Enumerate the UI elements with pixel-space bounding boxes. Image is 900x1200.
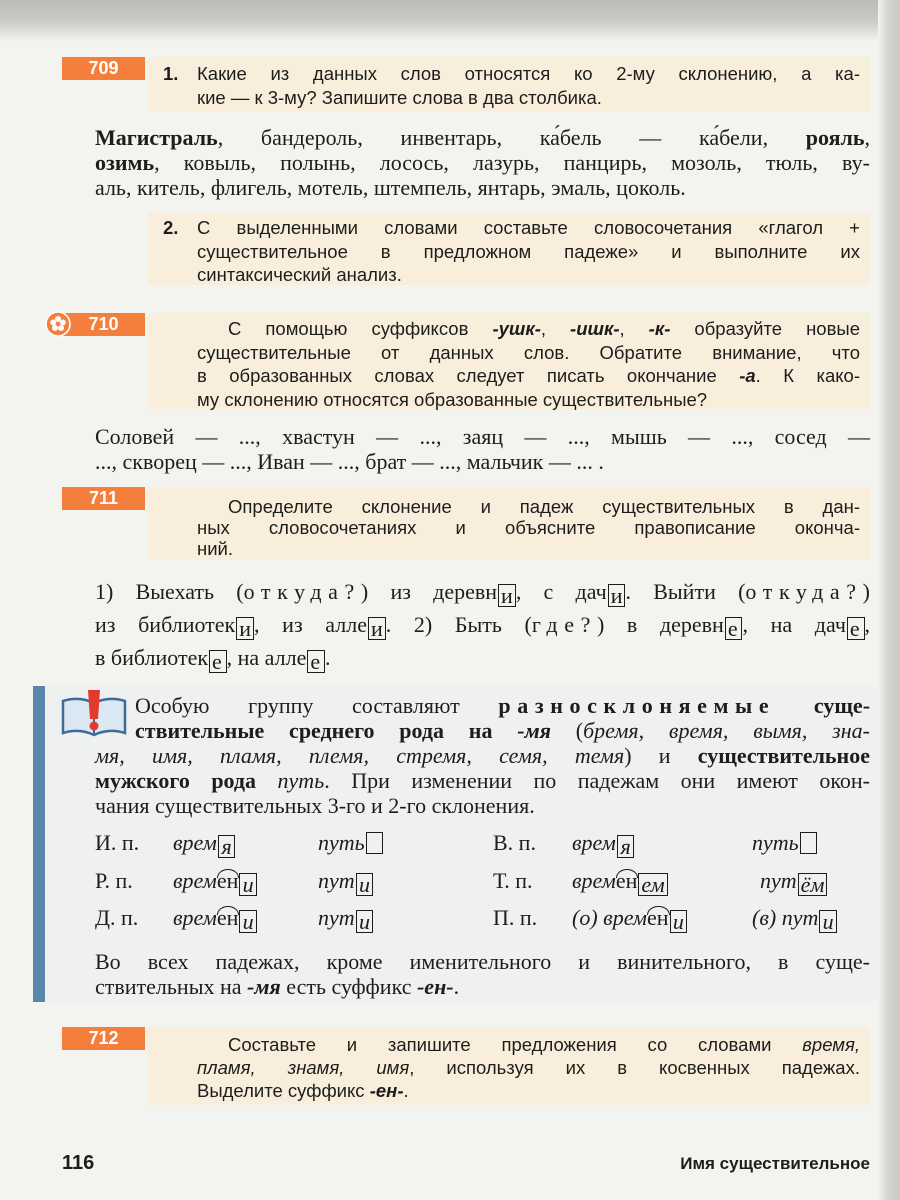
bold-italic-text: -ушк- — [492, 318, 541, 339]
text-run: . — [324, 645, 331, 670]
case-form-put — [318, 903, 373, 933]
text-line — [95, 949, 870, 974]
italic-text: время, — [802, 1034, 860, 1055]
text-line — [95, 125, 870, 150]
bold-text: существительное — [697, 743, 870, 768]
spaced-text: откуда? — [243, 579, 361, 604]
text-run: ) и — [624, 743, 698, 768]
italic-text: (о) врем — [572, 905, 647, 930]
text-run: С выделенными словами составьте словосочетания «глагол + — [197, 217, 860, 238]
text-run: аль, китель, флигель, мотель, штемпель, янтарь, эмаль, цоколь. — [95, 175, 686, 200]
text-run: , бандероль, инвентарь, ка́бель — ка́бели, — [217, 125, 806, 150]
bold-italic-text: -ен- — [369, 1080, 404, 1101]
exercise-number-709: 709 — [62, 57, 145, 80]
text-run — [775, 693, 814, 718]
suffix-arc: ен — [647, 903, 669, 933]
text-line — [95, 575, 870, 608]
text-line — [197, 364, 860, 388]
text-run: . При изменении по падежам они имеют окон- — [324, 768, 871, 793]
text-run: , — [619, 318, 649, 339]
bold-text: озимь — [95, 150, 155, 175]
text-run: , на дач — [742, 612, 846, 637]
text-run — [256, 768, 277, 793]
bold-text: рояль — [805, 125, 865, 150]
bold-text: ствительные среднего рода на — [135, 718, 518, 743]
italic-text: бремя, время, вымя, зна- — [583, 718, 870, 743]
text-run: Особую группу составляют — [135, 693, 499, 718]
task-number: 1. — [163, 63, 179, 84]
text-run: . Выйти ( — [625, 579, 746, 604]
exercise-709-task-1 — [148, 57, 870, 111]
text-line — [197, 86, 860, 110]
ending-box: и — [498, 584, 516, 606]
text-line — [197, 240, 860, 264]
ending-box: и — [368, 617, 386, 639]
text-line — [197, 517, 860, 538]
text-run: образуйте новые — [670, 318, 861, 339]
case-label: П. п. — [493, 905, 538, 930]
exercise-710-word-list — [95, 424, 870, 474]
italic-text: врем — [572, 830, 616, 855]
case-table-row — [0, 828, 900, 858]
ending-box: и — [819, 910, 837, 932]
bold-text: Магистраль — [95, 125, 218, 150]
text-run: в образованных словах следует писать окончание — [197, 365, 740, 386]
exercise-709-task-2 — [148, 213, 870, 285]
text-line — [95, 718, 870, 743]
text-run: , — [864, 612, 870, 637]
task-text — [197, 1027, 860, 1102]
text-run: ) в деревн — [596, 612, 724, 637]
case-label: Д. п. — [95, 905, 139, 930]
text-run: , с дач — [515, 579, 607, 604]
case-form-put — [752, 828, 817, 858]
suffix-arc: ен — [217, 903, 239, 933]
text-run: . К како- — [755, 365, 860, 386]
ending-box: е — [307, 650, 325, 672]
italic-text: путь — [318, 830, 365, 855]
italic-text: врем — [173, 868, 217, 893]
spaced-text: где? — [531, 612, 597, 637]
italic-text: врем — [173, 905, 217, 930]
case-form-vremya — [572, 866, 668, 896]
spaced-text: откуда? — [745, 579, 863, 604]
ending-box: я — [218, 835, 236, 857]
text-run: . 2) Быть ( — [385, 612, 532, 637]
exercise-711-phrases — [95, 575, 870, 674]
text-run: 1) Выехать ( — [95, 579, 244, 604]
text-run: му склонению относятся образованные существительные? — [197, 388, 708, 410]
italic-text: пламя, знамя, имя — [197, 1057, 410, 1078]
text-run: из библиотек — [95, 612, 236, 637]
case-table-row — [0, 866, 900, 896]
scan-shadow-top — [0, 0, 900, 42]
ending-box: ем — [638, 873, 667, 895]
text-run: Какие из данных слов относятся ко 2-му склонению, а ка- — [197, 63, 860, 84]
case-label: Р. п. — [95, 868, 133, 893]
text-line — [95, 768, 870, 793]
ending-box — [800, 832, 818, 854]
italic-text: (в) пут — [752, 905, 819, 930]
page-number: 116 — [62, 1152, 95, 1174]
bold-italic-text: -к- — [648, 318, 671, 339]
bold-italic-text: -мя — [247, 974, 281, 999]
text-run: ний. — [197, 538, 234, 559]
text-line — [95, 793, 870, 818]
italic-text: пут — [318, 868, 355, 893]
text-run: . — [403, 1080, 409, 1101]
task-text — [197, 313, 860, 411]
case-form-put — [752, 903, 837, 933]
text-line — [197, 341, 860, 365]
text-run: кие — к 3-му? Запишите слова в два столбика. — [197, 87, 602, 108]
ending-box: е — [847, 617, 865, 639]
case-form-put — [760, 866, 827, 896]
ending-box: е — [209, 650, 227, 672]
text-run: Составьте и запишите предложения со словами — [228, 1034, 803, 1055]
case-form-vremya — [173, 866, 257, 896]
text-run: ) из деревн — [360, 579, 498, 604]
ending-box — [366, 832, 384, 854]
text-run: Выделите суффикс — [197, 1080, 370, 1101]
text-run: ствительных на — [95, 974, 248, 999]
bold-italic-text: -мя — [517, 718, 551, 743]
scan-shadow-right — [878, 0, 900, 1200]
suffix-arc: ен — [217, 866, 239, 896]
italic-text: пут — [318, 905, 355, 930]
text-line — [95, 150, 870, 175]
text-run: Соловей — ..., хвастун — ..., заяц — ..., мышь — ..., сосед — — [95, 424, 870, 449]
text-run: . — [453, 974, 460, 999]
text-run: существительное в предложном падеже» и выполните их — [197, 240, 860, 262]
case-label: И. п. — [95, 830, 140, 855]
italic-text: мя, имя, пламя, племя, стремя, семя, темя — [95, 743, 625, 768]
text-line — [197, 1056, 860, 1079]
text-line — [197, 496, 860, 517]
text-run: ) — [862, 579, 870, 604]
text-run: синтаксический анализ. — [197, 264, 402, 285]
exercise-710-task — [148, 313, 870, 409]
text-run: Определите склонение и падеж существительных в дан- — [228, 496, 860, 517]
ending-box: е — [725, 617, 743, 639]
text-line — [95, 693, 870, 718]
ending-box: я — [617, 835, 635, 857]
bold-italic-text: -а — [739, 365, 756, 386]
exercise-number-710: 710 — [62, 313, 145, 336]
text-line — [197, 538, 860, 559]
text-run: , из алле — [254, 612, 367, 637]
italic-text: путь — [277, 768, 325, 793]
bold-italic-text: -ишк- — [570, 318, 620, 339]
suffix-arc: ен — [616, 866, 638, 896]
bold-italic-text: -ен- — [416, 974, 454, 999]
ending-box: и — [239, 910, 257, 932]
text-run: существительные от данных слов. Обратите внимание, что — [197, 341, 860, 363]
text-line — [95, 608, 870, 641]
text-run: ..., скворец — ..., Иван — ..., брат — ..., мальчик — ... . — [95, 449, 604, 474]
text-line — [197, 317, 860, 341]
ending-box: и — [608, 584, 626, 606]
ending-box: и — [239, 873, 257, 895]
text-line — [95, 743, 870, 768]
case-form-vremya — [173, 828, 235, 858]
ending-box: ём — [798, 873, 828, 895]
running-title: Имя существительное — [680, 1154, 870, 1173]
text-line — [197, 216, 860, 240]
ending-box: и — [356, 910, 374, 932]
text-line — [95, 175, 870, 200]
text-line — [197, 62, 860, 86]
text-run: , — [864, 125, 870, 150]
text-run: С помощью суффиксов — [228, 318, 493, 339]
text-line — [197, 1079, 860, 1102]
bold-text: мужского рода — [95, 768, 257, 793]
task-text — [197, 213, 860, 287]
text-run: , на алле — [226, 645, 307, 670]
task-number: 2. — [163, 217, 179, 238]
italic-text: врем — [572, 868, 616, 893]
task-text — [197, 487, 860, 559]
text-line — [197, 1033, 860, 1056]
case-label: В. п. — [493, 830, 536, 855]
text-line — [197, 263, 860, 287]
ending-box: и — [236, 617, 254, 639]
ending-box: и — [670, 910, 688, 932]
text-run: ( — [550, 718, 584, 743]
case-form-vremya — [572, 903, 687, 933]
case-table-row — [0, 903, 900, 933]
text-line — [95, 424, 870, 449]
italic-text: путь — [752, 830, 799, 855]
case-form-vremya — [572, 828, 634, 858]
flower-icon — [45, 311, 71, 337]
text-line — [95, 974, 870, 999]
exercise-number-712: 712 — [62, 1027, 145, 1050]
exercise-712-task — [148, 1027, 870, 1105]
text-run: есть суффикс — [280, 974, 417, 999]
bold-spaced-text: разносклоняемые — [498, 693, 776, 718]
case-form-vremya — [173, 903, 257, 933]
rule-conclusion — [95, 949, 870, 999]
case-label: Т. п. — [493, 868, 533, 893]
text-run: , — [540, 318, 571, 339]
bold-text: суще- — [813, 693, 871, 718]
task-text — [197, 57, 860, 110]
text-run: Во всех падежах, кроме именительного и винительного, в суще- — [95, 949, 870, 974]
italic-text: врем — [173, 830, 217, 855]
exercise-711-task — [148, 487, 870, 560]
case-form-put — [318, 866, 373, 896]
text-run: в библиотек — [95, 645, 209, 670]
text-line — [197, 388, 860, 412]
text-run: чания существительных 3-го и 2-го склонения. — [95, 793, 535, 818]
text-run: ных словосочетаниях и объясните правописание оконча- — [197, 517, 860, 538]
rule-text — [95, 693, 870, 818]
italic-text: пут — [760, 868, 797, 893]
ending-box: и — [356, 873, 374, 895]
exercise-number-711: 711 — [62, 487, 145, 510]
text-line — [95, 449, 870, 474]
text-run: , используя их в косвенных падежах. — [409, 1057, 860, 1078]
case-form-put — [318, 828, 383, 858]
exercise-709-word-list — [95, 125, 870, 200]
text-run: , ковыль, полынь, лосось, лазурь, панцирь, мозоль, тюль, ву- — [154, 150, 870, 175]
text-line — [95, 641, 870, 674]
